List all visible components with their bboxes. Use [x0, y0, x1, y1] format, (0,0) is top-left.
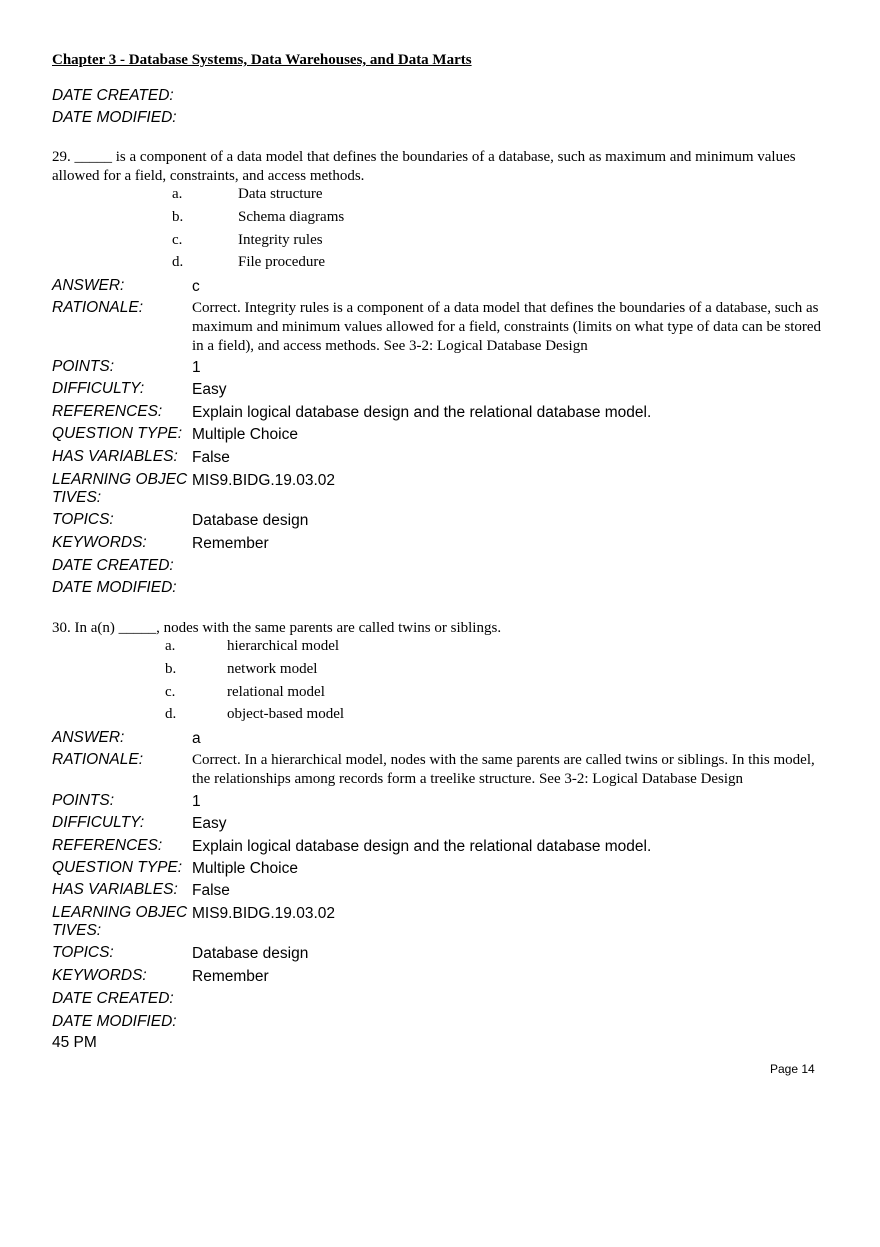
rationale-label: RATIONALE: [52, 751, 144, 768]
question-30-date-created-label: DATE CREATED: [52, 990, 174, 1007]
difficulty-value: Easy [192, 381, 227, 398]
references-label: REFERENCES: [52, 403, 163, 420]
option-text: network model [227, 661, 318, 677]
topics-value: Database design [192, 512, 309, 529]
option-text: hierarchical model [227, 638, 340, 654]
topics-label: TOPICS: [52, 511, 114, 528]
question-30-date-modified-label: DATE MODIFIED: [52, 1013, 177, 1030]
question-29-date-modified-label: DATE MODIFIED: [52, 579, 177, 596]
learning-objectives-value: MIS9.BIDG.19.03.02 [192, 905, 336, 922]
has-variables-value: False [192, 882, 230, 899]
option-letter: c. [165, 684, 176, 700]
rationale-value: Correct. In a hierarchical model, nodes with the same parents are called twins or siblings. In this model, the relationships among records form a treelike structure. See 3-2: Logical Database Design [192, 752, 815, 787]
option-letter: a. [165, 638, 176, 654]
answer-label: ANSWER: [52, 729, 125, 746]
option-letter: b. [172, 209, 184, 225]
question-29-date-created-label: DATE CREATED: [52, 557, 174, 574]
option-letter: a. [172, 186, 183, 202]
header-date-modified-label: DATE MODIFIED: [52, 109, 177, 126]
option-text: File procedure [238, 254, 326, 270]
question-type-label: QUESTION TYPE: [52, 425, 183, 442]
page-number: Page 14 [770, 1062, 815, 1076]
references-value: Explain logical database design and the relational database model. [192, 404, 652, 421]
learning-objectives-value: MIS9.BIDG.19.03.02 [192, 472, 336, 489]
points-value: 1 [192, 793, 201, 810]
option-letter: d. [172, 254, 184, 270]
option-text: Integrity rules [238, 232, 323, 248]
option-text: relational model [227, 684, 325, 700]
option-letter: c. [172, 232, 183, 248]
references-label: REFERENCES: [52, 837, 163, 854]
header-date-created-label: DATE CREATED: [52, 87, 174, 104]
points-label: POINTS: [52, 792, 115, 809]
learning-objectives-label: LEARNING OBJECTIVES: [52, 904, 188, 939]
question-type-value: Multiple Choice [192, 426, 298, 443]
option-letter: b. [165, 661, 177, 677]
question-30-text: 30. In a(n) _____, nodes with the same parents are called twins or siblings. [52, 620, 502, 636]
option-letter: d. [165, 706, 177, 722]
option-text: Data structure [238, 186, 323, 202]
keywords-label: KEYWORDS: [52, 967, 147, 984]
chapter-title: Chapter 3 - Database Systems, Data Warehouses, and Data Marts [52, 52, 472, 68]
has-variables-value: False [192, 449, 230, 466]
points-value: 1 [192, 359, 201, 376]
difficulty-label: DIFFICULTY: [52, 814, 145, 831]
points-label: POINTS: [52, 358, 115, 375]
answer-label: ANSWER: [52, 277, 125, 294]
difficulty-label: DIFFICULTY: [52, 380, 145, 397]
footer-time-fragment: 45 PM [52, 1034, 97, 1051]
question-type-value: Multiple Choice [192, 860, 298, 877]
option-text: object-based model [227, 706, 345, 722]
references-value: Explain logical database design and the relational database model. [192, 838, 652, 855]
difficulty-value: Easy [192, 815, 227, 832]
topics-label: TOPICS: [52, 944, 114, 961]
answer-value: a [192, 730, 201, 747]
rationale-label: RATIONALE: [52, 299, 144, 316]
has-variables-label: HAS VARIABLES: [52, 881, 178, 898]
keywords-label: KEYWORDS: [52, 534, 147, 551]
keywords-value: Remember [192, 535, 269, 552]
learning-objectives-label: LEARNING OBJECTIVES: [52, 471, 188, 506]
question-type-label: QUESTION TYPE: [52, 859, 183, 876]
option-text: Schema diagrams [238, 209, 345, 225]
rationale-value: Correct. Integrity rules is a component of a data model that defines the boundaries of a database, such as maximum and minimum values allowed for a field, constraints (limits on what type of data can be stored in a field), and access methods. See 3-2: Logical Database Design [192, 300, 822, 354]
topics-value: Database design [192, 945, 309, 962]
keywords-value: Remember [192, 968, 269, 985]
answer-value: c [192, 278, 200, 295]
question-29-text: 29. _____ is a component of a data model that defines the boundaries of a database, such as maximum and minimum values allowed for a field, constraints, and access methods. [52, 149, 796, 184]
has-variables-label: HAS VARIABLES: [52, 448, 178, 465]
